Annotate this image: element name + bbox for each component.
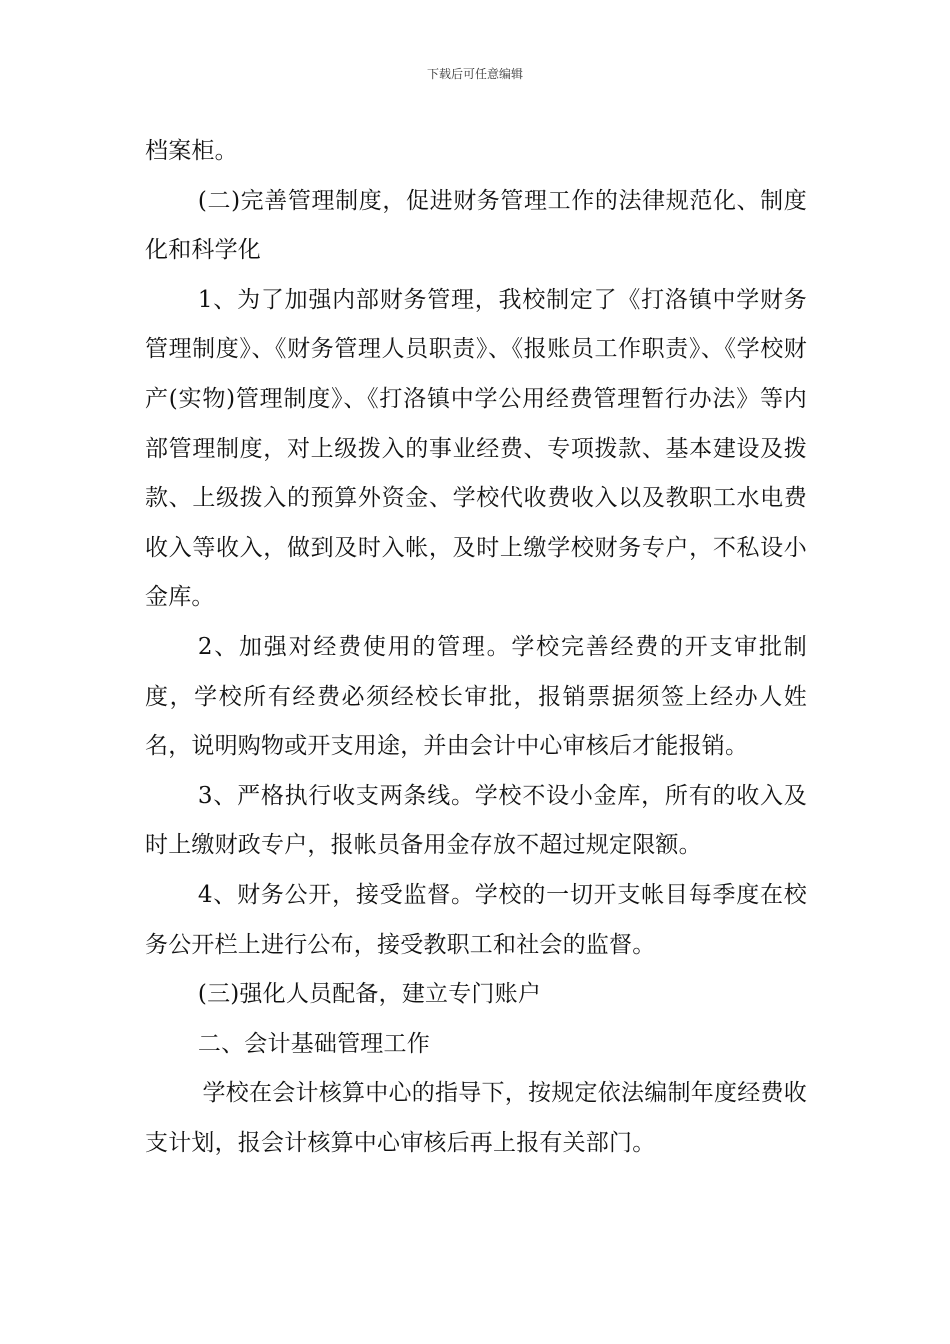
paragraph-item-3: 3、严格执行收支两条线。学校不设小金库，所有的收入及时上缴财政专户，报帐员备用金存放不超过规定限额。: [145, 782, 807, 859]
section-heading-2: (二)完善管理制度，促进财务管理工作的法律规范化、制度化和科学化: [145, 187, 807, 264]
paragraph-accounting: 学校在会计核算中心的指导下，按规定依法编制年度经费收支计划，报会计核算中心审核后再上报有关部门。: [145, 1080, 807, 1156]
section-heading-accounting: 二、会计基础管理工作: [197, 1030, 430, 1057]
paragraph-continuation: 档案柜。: [145, 138, 238, 164]
page-header-note: 下载后可任意编辑: [426, 67, 523, 81]
section-heading-3: (三)强化人员配备，建立专门账户: [197, 981, 542, 1008]
paragraph-item-1: 1、为了加强内部财务管理，我校制定了《打洛镇中学财务管理制度》、《财务管理人员职责》、《报账员工作职责》、《学校财产(实物)管理制度》、《打洛镇中学公用经费管理暂行办法》等内部管理制度，对上级拨入的事业经费、专项拨款、基本建设及拨款、上级拨入的预算外资金、学校代收费收入以及教职工水电费收入等收入，做到及时入帐，及时上缴学校财务专户，不私设小金库。: [145, 286, 807, 611]
document-body: [145, 127, 807, 1168]
paragraph-item-4: 4、财务公开，接受监督。学校的一切开支帐目每季度在校务公开栏上进行公布，接受教职工和社会的监督。: [145, 881, 807, 958]
paragraph-item-2: 2、加强对经费使用的管理。学校完善经费的开支审批制度，学校所有经费必须经校长审批，报销票据须签上经办人姓名，说明购物或开支用途，并由会计中心审核后才能报销。: [145, 633, 807, 760]
